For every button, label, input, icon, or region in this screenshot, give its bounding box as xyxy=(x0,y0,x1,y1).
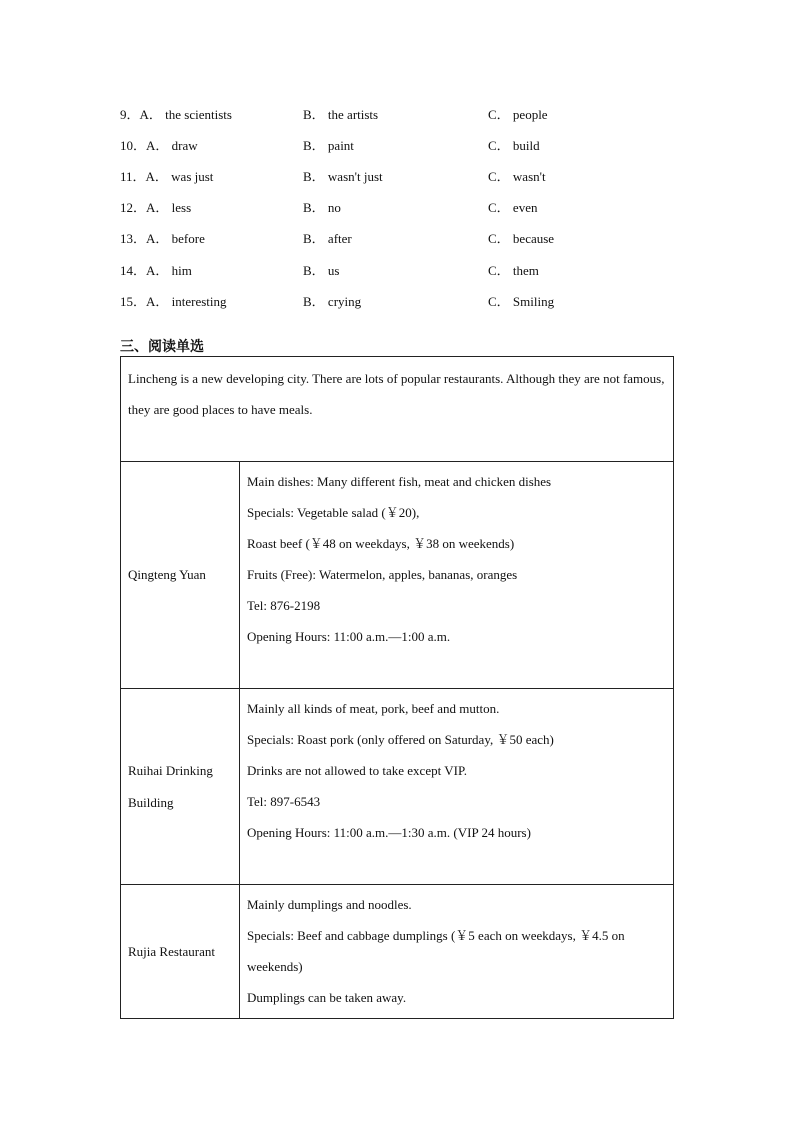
detail-line: Roast beef (￥48 on weekdays, ￥38 on weekends) xyxy=(247,536,515,551)
detail-line: Drinks are not allowed to take except VIP. xyxy=(247,763,467,778)
option-b: B． after xyxy=(303,231,352,246)
option-c: C． even xyxy=(488,200,538,215)
question-number: 14． xyxy=(120,263,147,278)
option-b: B． no xyxy=(303,200,341,215)
option-b: B． the artists xyxy=(303,107,379,122)
section-title: 三、阅读单选 xyxy=(120,339,204,355)
option-c: C． Smiling xyxy=(488,294,555,309)
option-b: B． us xyxy=(303,263,340,278)
option-c: C． people xyxy=(488,107,548,122)
detail-line: Opening Hours: 11:00 a.m.—1:30 a.m. (VIP 24 hours) xyxy=(247,825,531,840)
option-a: A． interesting xyxy=(146,294,227,309)
option-row-14 xyxy=(120,260,680,280)
detail-line: Specials: Beef and cabbage dumplings (￥5 each on weekdays, ￥4.5 on weekends) xyxy=(247,928,625,974)
option-row-10 xyxy=(120,135,680,155)
question-number: 9． xyxy=(120,107,140,122)
detail-line: Mainly all kinds of meat, pork, beef and mutton. xyxy=(247,701,500,716)
question-number: 10． xyxy=(120,138,147,153)
restaurant-name: Rujia Restaurant xyxy=(128,943,216,959)
restaurant-row xyxy=(121,885,674,1019)
detail-line: Tel: 876-2198 xyxy=(247,598,321,613)
reading-table xyxy=(120,356,674,1019)
intro-text: Lincheng is a new developing city. There are lots of popular restaurants. Although they are not famous, they are good places to have meals. xyxy=(128,371,665,417)
option-c: C． wasn't xyxy=(488,169,546,184)
question-number: 15． xyxy=(120,294,147,309)
option-a: A． the scientists xyxy=(139,107,232,122)
option-c: C． them xyxy=(488,263,539,278)
detail-line: Specials: Roast pork (only offered on Saturday, ￥50 each) xyxy=(247,732,554,747)
option-c: C． build xyxy=(488,138,540,153)
option-row-15 xyxy=(120,291,680,311)
detail-line: Mainly dumplings and noodles. xyxy=(247,897,412,912)
option-b: B． wasn't just xyxy=(303,169,383,184)
option-row-11 xyxy=(120,166,680,186)
intro-row xyxy=(121,357,674,462)
detail-line: Specials: Vegetable salad (￥20), xyxy=(247,505,420,520)
option-row-9 xyxy=(120,104,680,124)
restaurant-name: Qingteng Yuan xyxy=(128,567,206,582)
detail-line: Fruits (Free): Watermelon, apples, bananas, oranges xyxy=(247,567,518,582)
option-row-12 xyxy=(120,197,680,217)
restaurant-row xyxy=(121,689,674,885)
detail-line: Main dishes: Many different fish, meat and chicken dishes xyxy=(247,474,552,489)
option-a: A． before xyxy=(146,231,205,246)
detail-line: Dumplings can be taken away. xyxy=(247,990,407,1005)
option-a: A． him xyxy=(146,263,192,278)
restaurant-row xyxy=(121,462,674,689)
option-b: B． crying xyxy=(303,294,362,309)
question-number: 13． xyxy=(120,231,147,246)
intro-cell xyxy=(121,357,674,462)
option-b: B． paint xyxy=(303,138,354,153)
option-a: A． was just xyxy=(145,169,214,184)
question-number: 12． xyxy=(120,200,147,215)
option-a: A． draw xyxy=(146,138,198,153)
question-number: 11． xyxy=(120,169,146,184)
restaurant-name: Ruihai Drinking xyxy=(128,762,213,778)
option-row-13 xyxy=(120,228,680,248)
detail-line: Opening Hours: 11:00 a.m.—1:00 a.m. xyxy=(247,629,451,644)
option-c: C． because xyxy=(488,231,555,246)
restaurant-name-cont: Building xyxy=(128,794,174,810)
option-a: A． less xyxy=(146,200,192,215)
detail-line: Tel: 897-6543 xyxy=(247,794,321,809)
